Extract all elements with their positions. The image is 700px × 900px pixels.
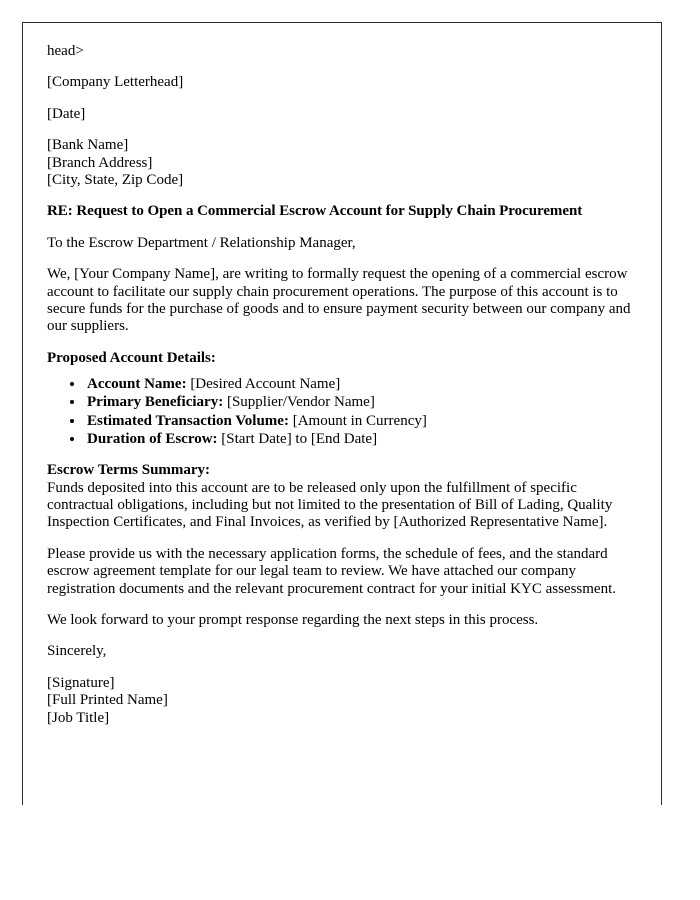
detail-value: [Desired Account Name] [190,376,341,393]
detail-label: Estimated Transaction Volume: [87,412,289,429]
recipient-address-block [47,137,643,189]
detail-value: [Supplier/Vendor Name] [226,394,375,411]
account-details-list [47,375,643,448]
intro-paragraph: We, [Your Company Name], are writing to formally request the opening of a commercial escrow account to facilitate our supply chain procurement operations. The purpose of this account is to secure funds for the purchase of goods and to ensure payment security between our company and our suppliers. [47,266,631,335]
closing-paragraph: We look forward to your prompt response regarding the next steps in this process. [47,611,539,628]
printed-name-placeholder: [Full Printed Name] [47,692,168,709]
detail-value: [Amount in Currency] [292,412,427,429]
document-page [22,22,662,805]
detail-value: [Start Date] to [End Date] [221,430,378,447]
account-details-heading: Proposed Account Details: [47,349,216,366]
detail-label: Primary Beneficiary: [87,394,224,411]
signature-placeholder: [Signature] [47,674,115,691]
recipient-bank-name: [Bank Name] [47,137,129,154]
job-title-placeholder: [Job Title] [47,709,110,726]
document-body [23,23,661,727]
stray-markup-artifact: head> [47,43,84,59]
company-letterhead-placeholder: [Company Letterhead] [47,74,184,91]
escrow-terms-heading: Escrow Terms Summary: [47,462,211,479]
list-item [85,375,643,393]
escrow-terms-paragraph: Funds deposited into this account are to be released only upon the fulfillment of specific contractual obligations, including but not limited to the presentation of Bill of Lading, Quality Inspection Certificates, and Final Invoices, as verified by [Authorized Representative Name]. [47,479,613,531]
list-item [85,412,643,430]
list-item [85,430,643,448]
request-paragraph: Please provide us with the necessary application forms, the schedule of fees, and the standard escrow agreement template for our legal team to review. We have attached our company registration documents and the relevant procurement contract for your initial KYC assessment. [47,545,616,597]
detail-label: Account Name: [87,376,187,393]
salutation: To the Escrow Department / Relationship Manager, [47,234,356,251]
date-placeholder: [Date] [47,105,86,122]
recipient-branch-address: [Branch Address] [47,154,153,171]
sign-off: Sincerely, [47,643,107,660]
subject-line: RE: Request to Open a Commercial Escrow Account for Supply Chain Procurement [47,203,583,220]
detail-label: Duration of Escrow: [87,430,218,447]
list-item [85,393,643,411]
signature-block [47,675,643,727]
recipient-city-state-zip: [City, State, Zip Code] [47,172,184,189]
